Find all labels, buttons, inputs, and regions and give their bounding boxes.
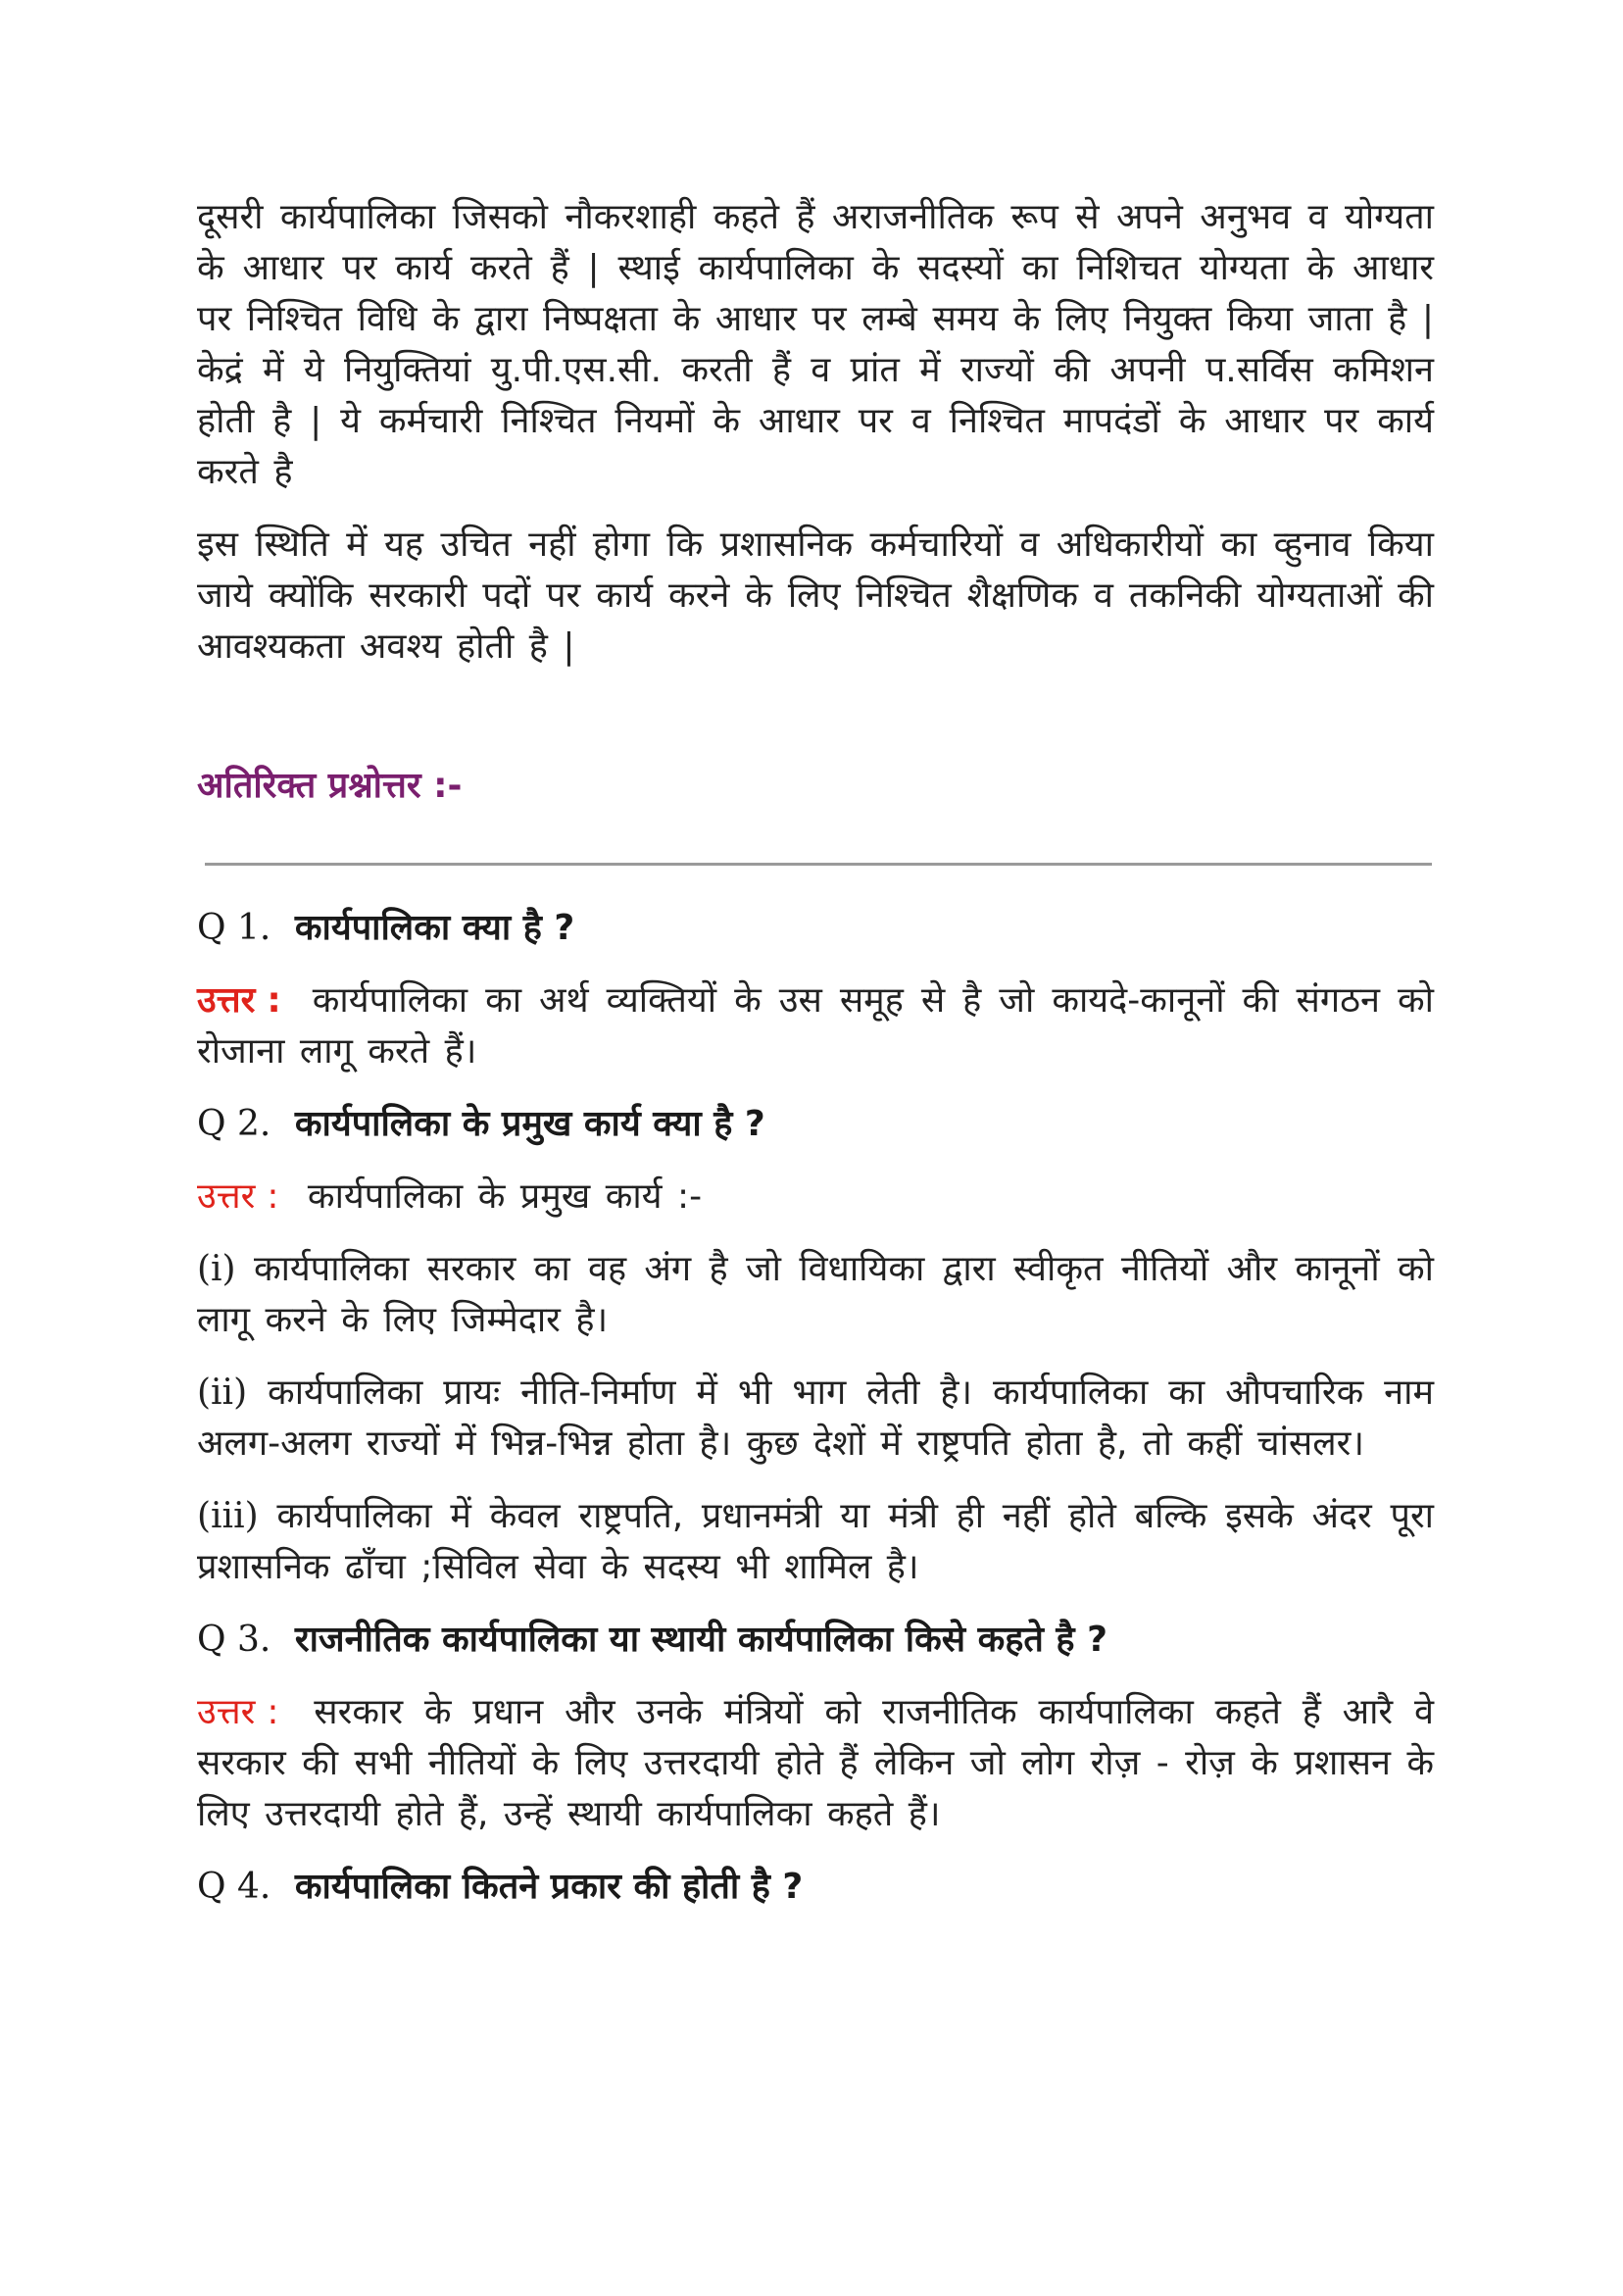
point-text: कार्यपालिका में केवल राष्ट्रपति, प्रधानमंत्री या मंत्री ही नहीं होते बल्कि इसके अंदर पूरा प्रशासनिक ढाँचा ;सिविल सेवा के सदस्य भी शामिल है।	[197, 1496, 1434, 1587]
intro-paragraph-2: इस स्थिति में यह उचित नहीं होगा कि प्रशासनिक कर्मचारियों व अधिकारीयों का व्हुनाव किया जाये क्योंकि सरकारी पदों पर कार्य करने के लिए निश्चित शैक्षणिक व तकनिकी योग्यताओं की आवश्यकता अवश्य होती है |	[197, 524, 1434, 667]
question-4	[197, 1862, 1434, 1913]
section-heading: अतिरिक्त प्रश्नोत्तर :-	[197, 766, 463, 806]
point-number: (ii)	[197, 1373, 248, 1413]
answer-label-text: उत्तर	[197, 980, 256, 1021]
point-number: (i)	[197, 1249, 236, 1289]
answer-3	[197, 1687, 1434, 1840]
answer-label-text: उत्तर	[197, 1176, 256, 1217]
answer-text: कार्यपालिका के प्रमुख कार्य :-	[307, 1176, 703, 1217]
page-content	[197, 192, 1434, 1934]
answer-label-colon: :	[267, 1692, 279, 1732]
question-text: कार्यपालिका कितने प्रकार की होती है ?	[294, 1867, 804, 1907]
question-number: Q 2.	[197, 1104, 271, 1144]
question-number: Q 1.	[197, 908, 271, 948]
answer-text: सरकार के प्रधान और उनके मंत्रियों को राजनीतिक कार्यपालिका कहते हैं आरै वे सरकार की सभी नीतियों के लिए उत्तरदायी होते हैं लेकिन जो लोग रोज़ - रोज़ के प्रशासन के लिए उत्तरदायी होते हैं, उन्हें स्थायी कार्यपालिका कहते हैं।	[197, 1692, 1434, 1834]
qa-list	[197, 903, 1434, 1913]
point-number: (iii)	[197, 1496, 259, 1536]
answer-label	[197, 1176, 278, 1217]
question-number: Q 3.	[197, 1620, 271, 1660]
question-1	[197, 903, 1434, 954]
question-number: Q 4.	[197, 1867, 271, 1907]
answer-label	[197, 980, 281, 1021]
question-text: राजनीतिक कार्यपालिका या स्थायी कार्यपालिका किसे कहते है ?	[294, 1620, 1107, 1660]
answer-label	[197, 1692, 278, 1732]
answer-2-point-3	[197, 1491, 1434, 1593]
answer-text: कार्यपालिका का अर्थ व्यक्तियों के उस समूह से है जो कायदे-कानूनों की संगठन को रोजाना लागू करते हैं।	[197, 980, 1434, 1072]
answer-2	[197, 1172, 1434, 1223]
question-3	[197, 1615, 1434, 1666]
answer-label-colon: :	[267, 980, 281, 1021]
point-text: कार्यपालिका प्रायः नीति-निर्माण में भी भाग लेती है। कार्यपालिका का औपचारिक नाम अलग-अलग राज्यों में भिन्न-भिन्न होता है। कुछ देशों में राष्ट्रपति होता है, तो कहीं चांसलर।	[197, 1373, 1434, 1464]
answer-label-colon: :	[267, 1176, 279, 1217]
question-text: कार्यपालिका क्या है ?	[294, 908, 575, 948]
intro-paragraph-1: दूसरी कार्यपालिका जिसको नौकरशाही कहते हैं अराजनीतिक रूप से अपने अनुभव व योग्यता के आधार पर कार्य करते हैं | स्थाई कार्यपालिका के सदस्यों का निशिचत योग्यता के आधार पर निश्चित विधि के द्वारा निष्पक्षता के आधार पर लम्बे समय के लिए नियुक्त किया जाता है | केद्रं में ये नियुक्तियां यु.पी.एस.सी. करती हैं व प्रांत में राज्यों की अपनी प.सर्विस कमिशन होती है | ये कर्मचारी निश्चित नियमों के आधार पर व निश्चित मापदंडों के आधार पर कार्य करते है	[197, 197, 1434, 492]
question-text: कार्यपालिका के प्रमुख कार्य क्या है ?	[294, 1104, 765, 1144]
answer-1	[197, 975, 1434, 1077]
answer-label-text: उत्तर	[197, 1692, 256, 1732]
answer-2-point-2	[197, 1368, 1434, 1470]
point-text: कार्यपालिका सरकार का वह अंग है जो विधायिका द्वारा स्वीकृत नीतियों और कानूनों को लागू करने के लिए जिम्मेदार है।	[197, 1249, 1434, 1340]
answer-2-point-1	[197, 1244, 1434, 1346]
horizontal-divider	[205, 863, 1432, 866]
question-2	[197, 1099, 1434, 1150]
